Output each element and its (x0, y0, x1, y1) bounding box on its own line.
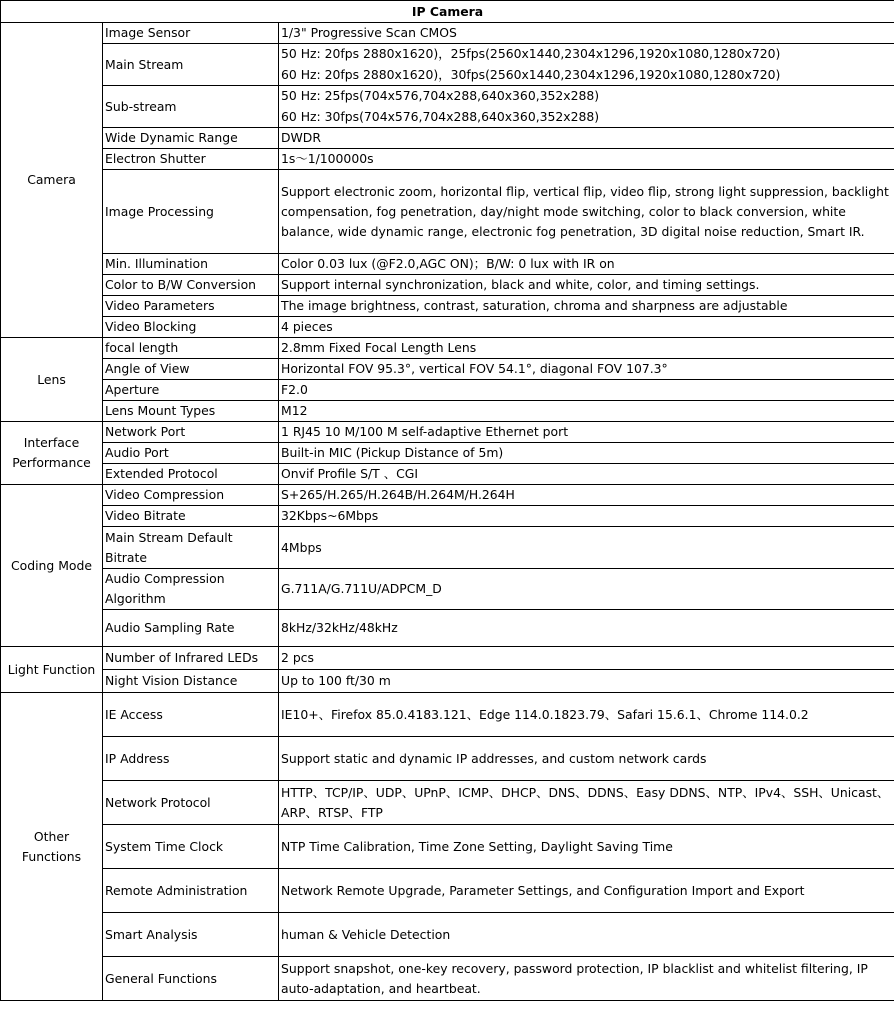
spec-label: Audio Sampling Rate (103, 610, 279, 647)
spec-label: Lens Mount Types (103, 401, 279, 422)
table-row (1, 401, 894, 422)
spec-label: Audio Compression Algorithm (103, 569, 279, 610)
table-row (1, 527, 894, 569)
spec-value-line: Onvif Profile S/T 、CGI (281, 466, 418, 481)
spec-value (279, 128, 894, 149)
spec-value-line: S+265/H.265/H.264B/H.264M/H.264H (281, 487, 515, 502)
spec-value (279, 86, 894, 128)
spec-value (279, 317, 894, 338)
table-row (1, 254, 894, 275)
spec-label: Image Sensor (103, 23, 279, 44)
spec-value-line: 4 pieces (281, 319, 333, 334)
category-cell: Camera (1, 23, 103, 338)
spec-value-line: 50 Hz: 20fps 2880x1620)，25fps(2560x1440,2304x1296,1920x1080,1280x720) (281, 46, 781, 61)
spec-value (279, 443, 894, 464)
table-row (1, 359, 894, 380)
spec-value (279, 957, 894, 1001)
spec-label: Video Compression (103, 485, 279, 506)
table-row (1, 86, 894, 128)
table-row (1, 317, 894, 338)
spec-label: Color to B/W Conversion (103, 275, 279, 296)
spec-value (279, 338, 894, 359)
table-row (1, 464, 894, 485)
spec-body (1, 23, 894, 1001)
spec-label: System Time Clock (103, 825, 279, 869)
table-row (1, 737, 894, 781)
spec-value-line: 60 Hz: 20fps 2880x1620)，30fps(2560x1440,2304x1296,1920x1080,1280x720) (281, 66, 781, 82)
spec-value (279, 569, 894, 610)
spec-value-line: IE10+、Firefox 85.0.4183.121、Edge 114.0.1823.79、Safari 15.6.1、Chrome 114.0.2 (281, 706, 809, 722)
category-cell: Lens (1, 338, 103, 422)
spec-value (279, 254, 894, 275)
spec-value (279, 296, 894, 317)
table-row (1, 957, 894, 1001)
spec-value-line: 1 RJ45 10 M/100 M self-adaptive Ethernet port (281, 424, 569, 439)
spec-label: IE Access (103, 693, 279, 737)
category-cell: Interface Performance (1, 422, 103, 485)
spec-label: Main Stream Default Bitrate (103, 527, 279, 569)
table-row (1, 128, 894, 149)
spec-label: Image Processing (103, 170, 279, 254)
spec-label: Video Blocking (103, 317, 279, 338)
spec-value-line: 8kHz/32kHz/48kHz (281, 620, 398, 635)
spec-value (279, 464, 894, 485)
spec-label: Network Port (103, 422, 279, 443)
table-row (1, 825, 894, 869)
spec-value (279, 610, 894, 647)
table-row (1, 338, 894, 359)
spec-value (279, 275, 894, 296)
table-row (1, 647, 894, 670)
spec-value (279, 506, 894, 527)
table-row (1, 275, 894, 296)
spec-value-line: 2 pcs (281, 650, 314, 665)
spec-value-line: Support internal synchronization, black and white, color, and timing settings. (281, 277, 760, 292)
spec-value-line: Support electronic zoom, horizontal flip, vertical flip, video flip, strong light suppression, backlight compensation, fog penetration, day/night mode switching, color to black conversion, white balance, wide dynamic range, electronic fog penetration, 3D digital noise reduction, Smart IR. (281, 183, 889, 239)
table-row (1, 23, 894, 44)
spec-value-line: DWDR (281, 130, 321, 145)
spec-label: IP Address (103, 737, 279, 781)
spec-value (279, 913, 894, 957)
spec-label: Video Parameters (103, 296, 279, 317)
spec-label: Night Vision Distance (103, 670, 279, 693)
table-row (1, 443, 894, 464)
table-row (1, 44, 894, 86)
spec-label: Min. Illumination (103, 254, 279, 275)
spec-value-line: M12 (281, 403, 308, 418)
table-row (1, 693, 894, 737)
category-cell: Light Function (1, 647, 103, 693)
spec-label: focal length (103, 338, 279, 359)
spec-value (279, 693, 894, 737)
table-row (1, 380, 894, 401)
table-row (1, 781, 894, 825)
table-row (1, 869, 894, 913)
spec-value-line: 2.8mm Fixed Focal Length Lens (281, 340, 477, 355)
spec-value (279, 670, 894, 693)
spec-label: Audio Port (103, 443, 279, 464)
spec-value (279, 781, 894, 825)
spec-value-line: 60 Hz: 30fps(704x576,704x288,640x360,352x288) (281, 108, 600, 124)
spec-value-line: G.711A/G.711U/ADPCM_D (281, 581, 442, 596)
table-row (1, 170, 894, 254)
spec-value (279, 869, 894, 913)
spec-value (279, 23, 894, 44)
spec-label: General Functions (103, 957, 279, 1001)
table-row (1, 610, 894, 647)
spec-label: Wide Dynamic Range (103, 128, 279, 149)
spec-value-line: 50 Hz: 25fps(704x576,704x288,640x360,352x288) (281, 88, 600, 103)
table-row (1, 506, 894, 527)
spec-value-line: 1/3" Progressive Scan CMOS (281, 25, 457, 40)
spec-value (279, 359, 894, 380)
spec-value (279, 825, 894, 869)
table-title: IP Camera (1, 1, 894, 23)
spec-label: Electron Shutter (103, 149, 279, 170)
spec-value-line: Support static and dynamic IP addresses, and custom network cards (281, 750, 707, 766)
spec-label: Angle of View (103, 359, 279, 380)
spec-label: Sub-stream (103, 86, 279, 128)
table-row (1, 149, 894, 170)
spec-label: Video Bitrate (103, 506, 279, 527)
spec-value-line: NTP Time Calibration, Time Zone Setting, Daylight Saving Time (281, 838, 673, 854)
spec-value (279, 527, 894, 569)
table-row (1, 422, 894, 443)
spec-value (279, 401, 894, 422)
spec-value-line: 1s～1/100000s (281, 151, 374, 166)
spec-value (279, 170, 894, 254)
spec-value (279, 647, 894, 670)
table-row (1, 296, 894, 317)
table-row (1, 913, 894, 957)
spec-value (279, 737, 894, 781)
spec-value (279, 149, 894, 170)
spec-value-line: Built-in MIC (Pickup Distance of 5m) (281, 445, 504, 460)
spec-label: Network Protocol (103, 781, 279, 825)
table-row (1, 670, 894, 693)
spec-label: Smart Analysis (103, 913, 279, 957)
spec-label: Remote Administration (103, 869, 279, 913)
spec-value-line: F2.0 (281, 382, 308, 397)
spec-value (279, 44, 894, 86)
category-cell: Other Functions (1, 693, 103, 1001)
spec-label: Aperture (103, 380, 279, 401)
spec-value-line: Horizontal FOV 95.3°, vertical FOV 54.1°, diagonal FOV 107.3° (281, 361, 668, 376)
spec-value-line: The image brightness, contrast, saturation, chroma and sharpness are adjustable (281, 298, 788, 313)
category-cell: Coding Mode (1, 485, 103, 647)
spec-value-line: human & Vehicle Detection (281, 926, 451, 942)
spec-value-line: Up to 100 ft/30 m (281, 673, 391, 688)
spec-label: Extended Protocol (103, 464, 279, 485)
spec-value-line: Color 0.03 lux (@F2.0,AGC ON)；B/W: 0 lux with IR on (281, 256, 615, 271)
table-row (1, 485, 894, 506)
spec-value (279, 380, 894, 401)
spec-label: Main Stream (103, 44, 279, 86)
spec-value-line: HTTP、TCP/IP、UDP、UPnP、ICMP、DHCP、DNS、DDNS、Easy DDNS、NTP、IPv4、SSH、Unicast、ARP、RTSP、FTP (281, 784, 890, 820)
spec-value-line: 32Kbps~6Mbps (281, 508, 379, 523)
spec-value-line: Support snapshot, one-key recovery, password protection, IP blacklist and whitelist filtering, IP auto-adaptation, and heartbeat. (281, 960, 868, 996)
spec-label: Number of Infrared LEDs (103, 647, 279, 670)
title-row (1, 1, 894, 23)
spec-value (279, 485, 894, 506)
spec-value (279, 422, 894, 443)
spec-value-line: Network Remote Upgrade, Parameter Settings, and Configuration Import and Export (281, 882, 805, 898)
table-row (1, 569, 894, 610)
spec-value-line: 4Mbps (281, 539, 322, 555)
